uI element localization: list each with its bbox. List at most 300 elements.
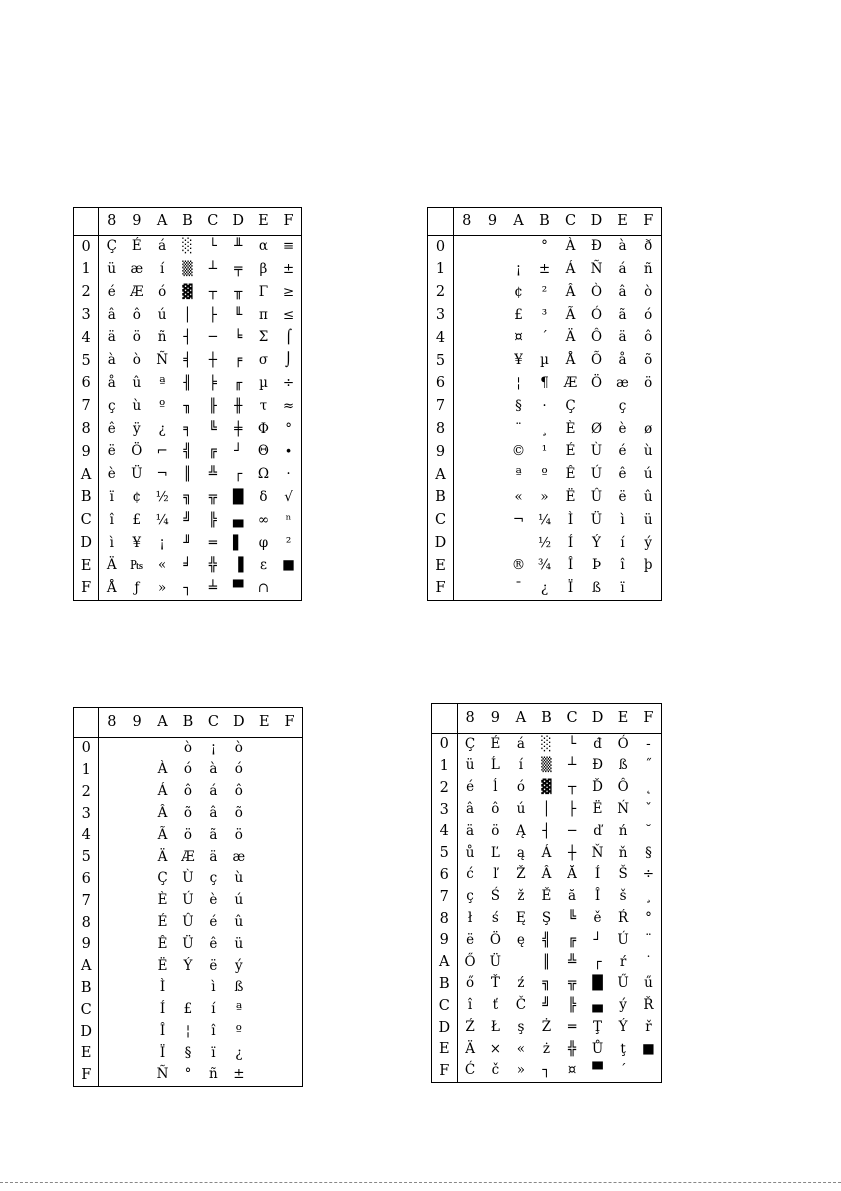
column-header-row (428, 208, 662, 236)
row-header: D (74, 532, 99, 555)
character-cell: ò (183, 739, 193, 756)
row-header: 8 (428, 418, 454, 441)
table-corner (428, 208, 454, 236)
character-cell (124, 1064, 149, 1086)
row-header: B (428, 486, 454, 509)
character-cell: ò (644, 283, 653, 300)
character-cell: î (109, 511, 114, 528)
character-cell (277, 868, 303, 890)
character-cell: Ý (183, 957, 193, 974)
character-cell: É (565, 443, 576, 460)
column-header: 8 (454, 208, 480, 236)
character-cell: ú (516, 801, 526, 818)
character-cell: ƒ (134, 579, 140, 596)
character-cell: º (235, 1023, 243, 1039)
character-cell (99, 781, 124, 803)
row-header: B (74, 486, 99, 509)
character-cell: µ (259, 374, 268, 391)
character-cell (99, 1064, 124, 1086)
character-cell: ╤ (234, 260, 243, 277)
character-cell: Í (159, 1001, 166, 1018)
row-header: 4 (432, 821, 458, 843)
row-header: 0 (432, 734, 458, 756)
character-cell: Ñ (156, 1066, 169, 1083)
character-cell: Ò (590, 283, 603, 300)
character-cell: õ (234, 805, 243, 822)
column-header: A (508, 704, 534, 734)
character-cell: ╫ (234, 397, 243, 414)
character-cell (480, 304, 506, 327)
character-cell: ä (618, 329, 627, 346)
character-cell: š (619, 888, 627, 905)
character-cell: è (618, 420, 627, 437)
character-cell: ò (132, 352, 141, 369)
character-cell (454, 304, 480, 327)
table-row (74, 803, 303, 825)
character-cell: ű (644, 975, 653, 992)
character-cell (636, 395, 662, 418)
code-page-body (432, 734, 662, 1083)
character-cell (454, 327, 480, 350)
character-cell: ■ (282, 557, 295, 574)
character-cell: ś (491, 910, 499, 927)
character-cell: ÷ (642, 866, 655, 883)
code-page-table-1 (73, 207, 302, 601)
row-header: 1 (74, 258, 99, 281)
character-cell (277, 977, 303, 999)
character-cell: æ (616, 374, 629, 391)
row-header: 2 (428, 281, 454, 304)
character-cell: Ď (592, 779, 603, 796)
character-cell: ∩ (257, 579, 270, 596)
character-cell: ┬ (208, 283, 217, 300)
character-cell: ± (233, 1066, 245, 1083)
character-cell (506, 532, 532, 555)
character-cell (454, 372, 480, 395)
character-cell: ú (234, 892, 244, 909)
table-row (74, 934, 303, 956)
character-cell: Ę (515, 910, 526, 927)
character-cell: Ň (591, 844, 604, 861)
table-row (74, 349, 302, 372)
character-cell: ░ (182, 238, 193, 255)
character-cell: Ý (592, 534, 601, 551)
character-cell: Ą (516, 822, 526, 839)
character-cell: ┼ (208, 352, 217, 369)
character-cell: Ê (565, 466, 576, 483)
character-cell (99, 803, 124, 825)
character-cell: â (209, 805, 218, 822)
character-cell: ° (285, 420, 292, 437)
character-cell (99, 738, 124, 760)
character-cell (277, 781, 303, 803)
character-cell: ε (259, 557, 267, 574)
character-cell: Ü (131, 466, 143, 483)
character-cell: Ø (590, 420, 603, 437)
column-header: 9 (480, 208, 506, 236)
character-cell: █ (232, 488, 244, 505)
character-cell: à (618, 238, 627, 255)
character-cell (175, 977, 200, 999)
character-cell: « (514, 488, 523, 505)
character-cell: Ä (157, 848, 168, 865)
character-cell: Ţ (593, 1019, 603, 1035)
character-cell: ¨ (515, 420, 522, 437)
character-cell: ╠ (208, 511, 217, 528)
character-cell: ∙ (285, 443, 292, 460)
row-header: E (432, 1039, 458, 1061)
column-header: 9 (124, 208, 149, 236)
character-cell: ▒ (182, 260, 193, 277)
character-cell: · (286, 466, 291, 483)
character-cell: ╓ (234, 374, 243, 391)
table-row (432, 755, 662, 777)
code-page-body (74, 738, 303, 1087)
row-header: B (432, 973, 458, 995)
character-cell (636, 577, 662, 600)
character-cell (480, 486, 506, 509)
character-cell: ý (644, 534, 653, 551)
character-cell: Ç (565, 397, 576, 414)
character-cell (454, 395, 480, 418)
code-page-table-2 (427, 207, 662, 601)
character-cell: õ (183, 805, 193, 822)
character-cell: ö (132, 329, 141, 346)
character-cell: Õ (590, 352, 603, 369)
character-cell: ¸ (645, 888, 652, 905)
table-row (74, 418, 302, 441)
character-cell: Θ (257, 443, 269, 460)
character-cell (252, 825, 277, 847)
character-cell: Ù (590, 443, 603, 460)
character-cell: ş (517, 1019, 525, 1035)
character-cell: ß (618, 757, 628, 774)
character-cell: ´ (619, 1062, 627, 1079)
character-cell: Ć (464, 1062, 476, 1079)
character-cell (124, 825, 149, 847)
character-cell: Ż (541, 1019, 552, 1035)
character-cell: É (157, 914, 168, 931)
row-header: 6 (432, 864, 458, 886)
row-header: 1 (74, 759, 99, 781)
table-row (74, 258, 302, 281)
table-row (74, 486, 302, 509)
character-cell: Ř (643, 997, 654, 1014)
column-header: D (226, 708, 251, 738)
character-cell: ç (107, 397, 116, 414)
character-cell: ¬ (512, 511, 525, 528)
character-cell: · (542, 397, 547, 414)
character-cell: û (234, 914, 244, 931)
code-page-body (74, 236, 302, 601)
character-cell: Í (567, 534, 574, 551)
character-cell: ▌ (232, 534, 244, 551)
character-cell: ó (644, 306, 653, 323)
character-cell: ú (643, 466, 653, 483)
character-cell (252, 1064, 277, 1086)
character-cell: ţ (620, 1040, 626, 1057)
character-cell: Ä (465, 1040, 475, 1057)
table-row (74, 509, 302, 532)
character-cell: ó (158, 283, 167, 300)
character-cell: ø (644, 420, 653, 437)
character-cell: ° (541, 238, 548, 255)
character-cell: ▓ (182, 283, 193, 300)
character-cell: Ă (567, 866, 577, 883)
character-cell: ½ (537, 534, 552, 551)
character-cell: ▄ (592, 997, 603, 1014)
character-cell: ¿ (235, 1044, 243, 1061)
character-cell: Ľ (490, 844, 500, 861)
character-cell: ę (516, 931, 525, 948)
character-cell: ┴ (208, 260, 217, 277)
character-cell: ß (591, 579, 602, 596)
character-cell: ¨ (645, 931, 652, 948)
character-cell: º (158, 397, 166, 414)
row-header: 4 (74, 327, 99, 350)
character-cell: ì (620, 511, 625, 528)
character-cell: Ź (465, 1019, 475, 1035)
character-cell (99, 759, 124, 781)
character-cell: Ś (490, 888, 500, 905)
character-cell: á (158, 238, 167, 255)
character-cell (124, 846, 149, 868)
character-cell: ï (620, 579, 625, 596)
character-cell: ř (645, 1019, 652, 1035)
character-cell: Ù (182, 870, 194, 887)
table-row (74, 1064, 303, 1086)
table-row (428, 327, 662, 350)
character-cell: Ý (618, 1019, 628, 1035)
table-row (74, 1043, 303, 1065)
character-cell: á (516, 735, 525, 752)
table-row (428, 532, 662, 555)
character-cell: Ñ (156, 352, 169, 369)
character-cell: Ë (565, 488, 576, 505)
character-cell: ò (234, 739, 243, 756)
character-cell: ¥ (132, 534, 142, 551)
character-cell (124, 1021, 149, 1043)
character-cell: ╩ (567, 953, 577, 970)
table-row (74, 441, 302, 464)
character-cell: â (618, 283, 627, 300)
table-row (74, 890, 303, 912)
character-cell: ç (466, 888, 474, 905)
character-cell: ˘ (645, 822, 652, 839)
row-header: 9 (74, 934, 99, 956)
character-cell: ╖ (183, 397, 192, 414)
character-cell: ≡ (282, 238, 295, 255)
character-cell: ≥ (282, 283, 295, 300)
character-cell: è (107, 466, 116, 483)
column-header: 9 (124, 708, 149, 738)
character-cell: à (209, 761, 218, 778)
character-cell: Ô (617, 779, 629, 796)
character-cell (252, 1021, 277, 1043)
table-row (74, 304, 302, 327)
character-cell: ¦ (185, 1023, 191, 1039)
table-row (432, 1060, 662, 1082)
column-header: D (585, 704, 611, 734)
table-row (74, 977, 303, 999)
character-cell: ă (567, 888, 577, 905)
character-cell: ═ (567, 1019, 577, 1035)
character-cell: ¼ (155, 511, 169, 528)
table-row (428, 486, 662, 509)
table-row (428, 258, 662, 281)
row-header: 1 (428, 258, 454, 281)
character-cell: í (159, 260, 165, 277)
table-row (74, 738, 303, 760)
column-header: A (149, 208, 174, 236)
character-cell: ù (132, 397, 142, 414)
character-cell: đ (593, 735, 602, 752)
character-cell: á (209, 783, 218, 800)
table-row (74, 463, 302, 486)
character-cell: æ (232, 848, 246, 865)
row-header: 3 (74, 304, 99, 327)
character-cell: ý (235, 957, 243, 974)
character-cell: ╥ (234, 283, 243, 300)
row-header: A (74, 955, 99, 977)
character-cell: ▒ (541, 757, 552, 774)
character-cell: ╟ (208, 397, 217, 414)
row-header: 2 (432, 777, 458, 799)
row-header: A (428, 463, 454, 486)
character-cell: č (491, 1062, 500, 1079)
character-cell: ╔ (208, 443, 217, 460)
character-cell: « (158, 557, 167, 574)
character-cell (99, 890, 124, 912)
character-cell (454, 555, 480, 578)
character-cell: ╦ (208, 488, 217, 505)
character-cell: ď (593, 822, 602, 839)
character-cell: » (158, 579, 167, 596)
character-cell: ½ (155, 488, 169, 505)
character-cell (480, 532, 506, 555)
character-cell: ² (285, 534, 292, 551)
character-cell: ï (109, 488, 114, 505)
table-row (74, 912, 303, 934)
column-header: C (559, 704, 585, 734)
table-row (432, 799, 662, 821)
character-cell: Ŕ (618, 910, 629, 927)
row-header: C (74, 509, 99, 532)
character-cell: ¤ (514, 329, 523, 346)
character-cell: ã (618, 306, 627, 323)
table-row (74, 999, 303, 1021)
character-cell: Ê (157, 935, 168, 952)
row-header: D (428, 532, 454, 555)
character-cell: ┐ (542, 1062, 551, 1079)
character-cell: ï (211, 1044, 216, 1061)
character-cell: ¯ (515, 579, 522, 596)
character-cell: ÿ (133, 420, 141, 437)
character-cell (480, 327, 506, 350)
character-cell: Ş (541, 910, 552, 927)
character-cell (454, 441, 480, 464)
character-cell: ż (542, 1040, 551, 1057)
table-row (432, 1017, 662, 1039)
character-cell (124, 1043, 149, 1065)
character-cell: ® (511, 557, 526, 574)
character-cell: Î (594, 888, 601, 905)
row-header: D (74, 1021, 99, 1043)
character-cell: § (515, 397, 522, 414)
character-cell (454, 258, 480, 281)
character-cell: ú (157, 306, 167, 323)
character-cell: ü (643, 511, 653, 528)
character-cell: ĺ (493, 779, 498, 796)
character-cell: ë (618, 488, 627, 505)
character-cell (277, 1043, 303, 1065)
column-header: D (584, 208, 610, 236)
character-cell (480, 236, 506, 259)
character-cell: ñ (643, 260, 653, 277)
character-cell: ź (517, 975, 525, 992)
character-cell: ¦ (516, 374, 521, 391)
character-cell: º (541, 466, 548, 483)
row-header: 9 (432, 930, 458, 952)
table-row (432, 734, 662, 756)
character-cell: ┼ (567, 844, 577, 861)
character-cell: ö (234, 826, 243, 843)
character-cell (252, 890, 277, 912)
character-cell: ą (516, 844, 525, 861)
character-cell (480, 555, 506, 578)
table-row (74, 395, 302, 418)
character-cell: ë (107, 443, 116, 460)
character-cell: Ĺ (490, 757, 500, 774)
character-cell: í (518, 757, 524, 774)
column-header: F (636, 208, 662, 236)
character-cell: ý (619, 997, 627, 1014)
character-cell: » (516, 1062, 526, 1079)
column-header: E (610, 704, 636, 734)
character-cell: ˙ (645, 953, 652, 970)
character-cell: Ú (590, 466, 603, 483)
code-page-table-3 (73, 707, 303, 1087)
character-cell: Â (541, 866, 552, 883)
character-cell: á (618, 260, 627, 277)
column-header: F (277, 708, 303, 738)
character-cell: þ (643, 557, 653, 574)
row-header: 7 (432, 886, 458, 908)
character-cell (99, 934, 124, 956)
table-row (432, 973, 662, 995)
character-cell (252, 781, 277, 803)
character-cell: ╚ (567, 910, 577, 927)
character-cell (277, 846, 303, 868)
column-header: C (558, 208, 584, 236)
character-cell: Č (515, 997, 527, 1014)
column-header: E (251, 208, 276, 236)
character-cell (454, 418, 480, 441)
character-cell (124, 912, 149, 934)
character-cell: ö (491, 822, 500, 839)
table-row (432, 930, 662, 952)
row-header: C (432, 995, 458, 1017)
character-cell: Ü (590, 511, 603, 528)
character-cell: ¼ (537, 511, 552, 528)
column-header: F (636, 704, 662, 734)
character-cell: ╬ (567, 1040, 577, 1057)
character-cell: ± (282, 260, 295, 277)
character-cell (124, 934, 149, 956)
character-cell: ù (234, 870, 244, 887)
table-row (428, 395, 662, 418)
character-cell: Þ (591, 557, 602, 574)
